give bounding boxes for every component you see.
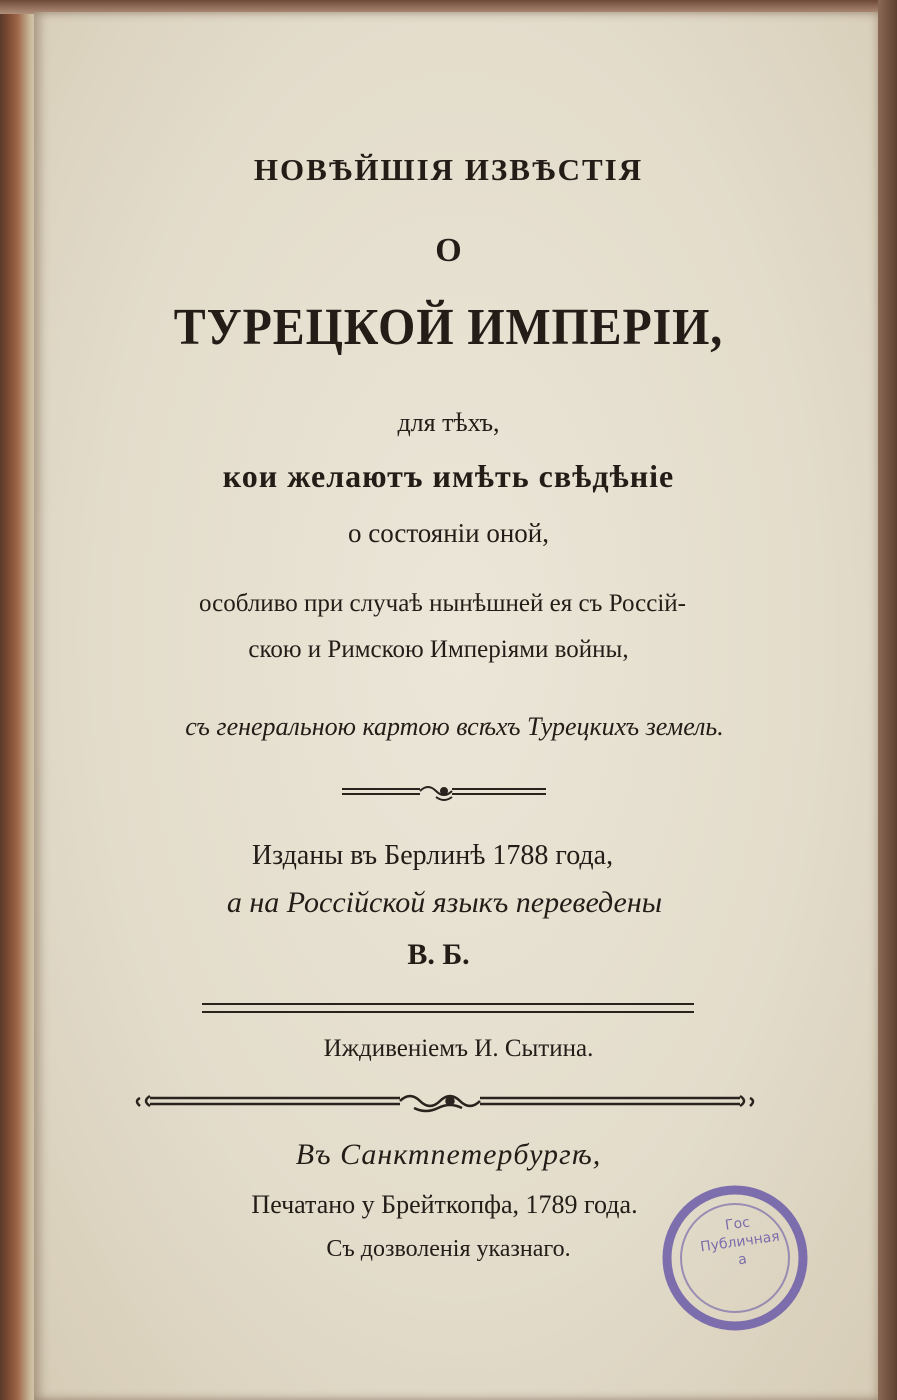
subtitle-osoblivo: особливо при случаѣ нынѣшней ея съ Россій- [199, 590, 686, 617]
imprint-city: Въ Санктпетербургѣ, [295, 1138, 602, 1171]
imprint-perevedeny: а на Россійской языкъ переведены [226, 886, 663, 919]
subtitle-dlya: для тѣхъ, [397, 408, 500, 437]
subtitle-skoyu: скою и Римскою Имперіями войны, [248, 636, 629, 663]
ornament-lower [137, 1096, 753, 1111]
translator-initials: В. Б. [407, 938, 470, 971]
stamp-text-line3: а [737, 1251, 748, 1269]
rule-double [202, 1004, 694, 1012]
stamp-text-line2: Публичная [699, 1228, 781, 1256]
subtitle-koi: кои желаютъ имѣть свѣдѣніе [222, 458, 675, 494]
ornament-upper [342, 787, 546, 800]
subtitle-karta: съ генеральною картою всѣхъ Турецкихъ земель. [185, 712, 724, 741]
heading-line1: НОВѢЙШІЯ ИЗВѢСТІЯ [253, 152, 644, 187]
heading-o: О [435, 232, 462, 269]
heading-main: ТУРЕЦКОЙ ИМПЕРІИ, [173, 299, 724, 356]
imprint-izdany: Изданы въ Берлинѣ 1788 года, [251, 840, 614, 871]
subtitle-sostoyanii: о состояніи оной, [347, 518, 550, 548]
publisher-izhdiveniem: Иждивеніемъ И. Сытина. [323, 1035, 594, 1062]
imprint-printed: Печатано у Брейткопфа, 1789 года. [251, 1190, 638, 1219]
imprint-permission: Съ дозволенія указнаго. [326, 1236, 571, 1262]
stamp-text-line1: Гос [724, 1214, 751, 1234]
